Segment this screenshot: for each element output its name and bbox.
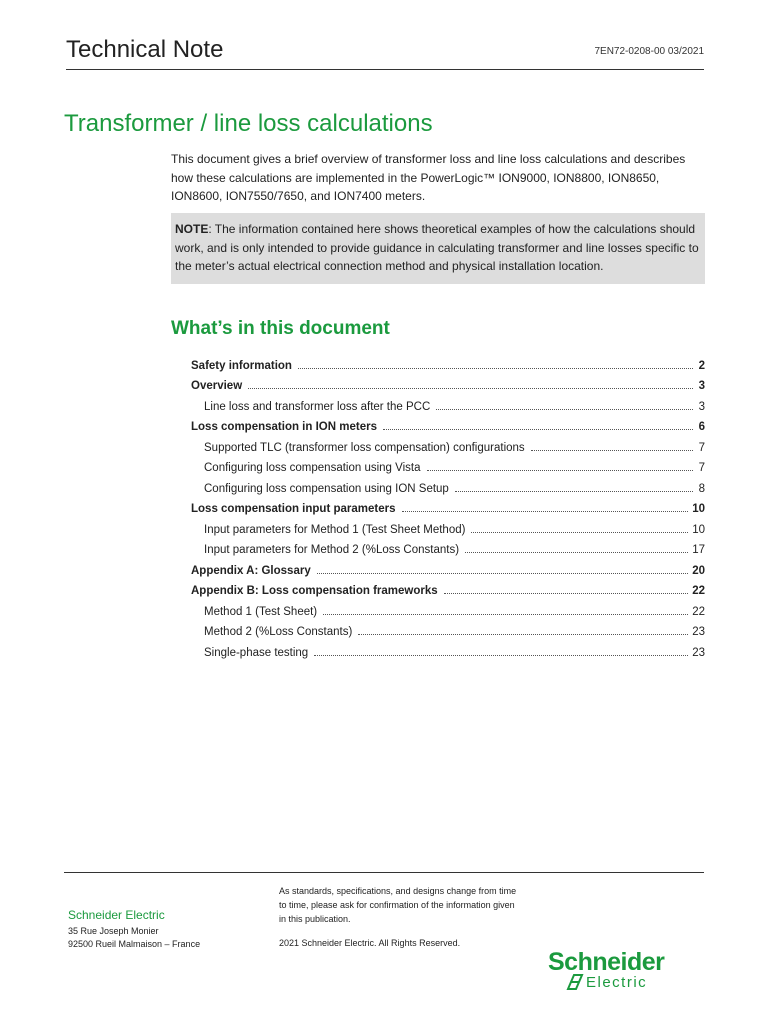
toc-entry[interactable] — [191, 454, 705, 475]
logo-wordmark-top: Schneider — [548, 948, 665, 976]
toc-dot-leader — [471, 532, 688, 533]
note-box — [171, 213, 705, 284]
toc-entry-page: 23 — [692, 646, 705, 659]
toc-dot-leader — [323, 614, 688, 615]
toc-dot-leader — [317, 573, 688, 574]
header-title: Technical Note — [66, 36, 224, 63]
toc-entry-label: Safety information — [191, 359, 292, 372]
toc-entry-label: Configuring loss compensation using ION Setup — [204, 482, 449, 495]
toc-entry[interactable] — [191, 474, 705, 495]
toc-entry-label: Appendix A: Glossary — [191, 564, 311, 577]
toc-dot-leader — [427, 470, 694, 471]
toc-dot-leader — [402, 511, 689, 512]
toc-entry-page: 6 — [698, 421, 705, 433]
intro-paragraph: This document gives a brief overview of transformer loss and line loss calculations and describes how these calculations are implemented in the PowerLogic™ ION9000, ION8800, ION8650, ION8600, ION7550/7650, and ION7400 meters. — [171, 152, 686, 203]
toc-entry-label: Appendix B: Loss compensation frameworks — [191, 585, 438, 597]
toc-entry-label: Method 2 (%Loss Constants) — [204, 626, 353, 638]
toc-entry-label: Single-phase testing — [204, 646, 309, 659]
toc-dot-leader — [455, 491, 693, 492]
toc-dot-leader — [444, 593, 689, 594]
toc-dot-leader — [358, 634, 688, 635]
toc-entry-page: 3 — [698, 400, 705, 413]
toc-entry[interactable] — [191, 618, 705, 639]
toc-entry-label: Loss compensation input parameters — [191, 503, 396, 515]
toc-entry-page: 2 — [698, 359, 705, 372]
toc-entry-page: 17 — [692, 544, 705, 556]
toc-entry-page: 10 — [692, 503, 705, 515]
toc-entry-label: Input parameters for Method 1 (Test Sheet Method) — [204, 523, 466, 536]
toc-heading: What’s in this document — [171, 318, 390, 339]
toc-entry[interactable] — [191, 495, 705, 516]
toc-dot-leader — [383, 429, 693, 430]
page-header — [66, 36, 704, 70]
toc-entry[interactable] — [191, 413, 705, 434]
toc-entry[interactable] — [191, 638, 705, 659]
footer-address — [68, 925, 200, 951]
toc-entry-page: 23 — [692, 626, 705, 638]
footer-divider — [64, 872, 704, 873]
toc-entry-page: 3 — [698, 380, 705, 392]
toc-entry[interactable] — [191, 597, 705, 618]
toc-entry-label: Input parameters for Method 2 (%Loss Constants) — [204, 544, 460, 556]
toc-entry-label: Configuring loss compensation using Vista — [204, 462, 421, 474]
note-label: NOTE — [175, 222, 209, 236]
toc-entry[interactable] — [191, 536, 705, 557]
schneider-electric-logo — [548, 948, 698, 993]
toc-entry-label: Loss compensation in ION meters — [191, 421, 377, 433]
document-title: Transformer / line loss calculations — [64, 110, 433, 137]
toc-entry[interactable] — [191, 433, 705, 454]
toc-entry[interactable] — [191, 515, 705, 536]
address-line-1: 35 Rue Joseph Monier — [68, 926, 159, 936]
address-line-2: 92500 Rueil Malmaison – France — [68, 939, 201, 949]
footer-copyright: 2021 Schneider Electric. All Rights Reserved. — [279, 938, 461, 948]
toc-entry[interactable] — [191, 577, 705, 598]
toc-entry-page: 7 — [698, 441, 705, 454]
toc-dot-leader — [436, 409, 693, 410]
toc-entry[interactable] — [191, 556, 705, 577]
toc-dot-leader — [531, 450, 693, 451]
toc-entry-page: 22 — [692, 585, 705, 597]
toc-dot-leader — [314, 655, 688, 656]
toc-dot-leader — [248, 388, 693, 389]
table-of-contents — [191, 351, 705, 659]
toc-entry-page: 8 — [698, 482, 705, 495]
toc-dot-leader — [465, 552, 688, 553]
toc-entry[interactable] — [191, 372, 705, 393]
toc-entry-page: 20 — [692, 564, 705, 577]
toc-entry[interactable] — [191, 392, 705, 413]
logo-leaf-icon — [566, 974, 584, 990]
toc-entry-page: 10 — [692, 523, 705, 536]
document-code: 7EN72-0208-00 03/2021 — [594, 46, 704, 57]
toc-entry-page: 7 — [698, 462, 705, 474]
toc-entry-label: Supported TLC (transformer loss compensation) configurations — [204, 441, 525, 454]
footer-company-name: Schneider Electric — [68, 908, 165, 922]
toc-entry-label: Method 1 (Test Sheet) — [204, 605, 318, 618]
toc-entry-page: 22 — [692, 605, 705, 618]
logo-wordmark-bottom: Electric — [586, 974, 648, 991]
toc-dot-leader — [298, 368, 693, 369]
footer-disclaimer: As standards, specifications, and designs change from time to time, please ask for confirmation of the information given in this publication. — [279, 886, 517, 924]
toc-entry[interactable] — [191, 351, 705, 372]
note-text: : The information contained here shows theoretical examples of how the calculations should work, and is only intended to provide guidance in calculating transformer and line losses specific to the meter’s actual electrical connection method and physical installation location. — [175, 222, 699, 273]
toc-entry-label: Line loss and transformer loss after the PCC — [204, 400, 431, 413]
toc-entry-label: Overview — [191, 380, 243, 392]
